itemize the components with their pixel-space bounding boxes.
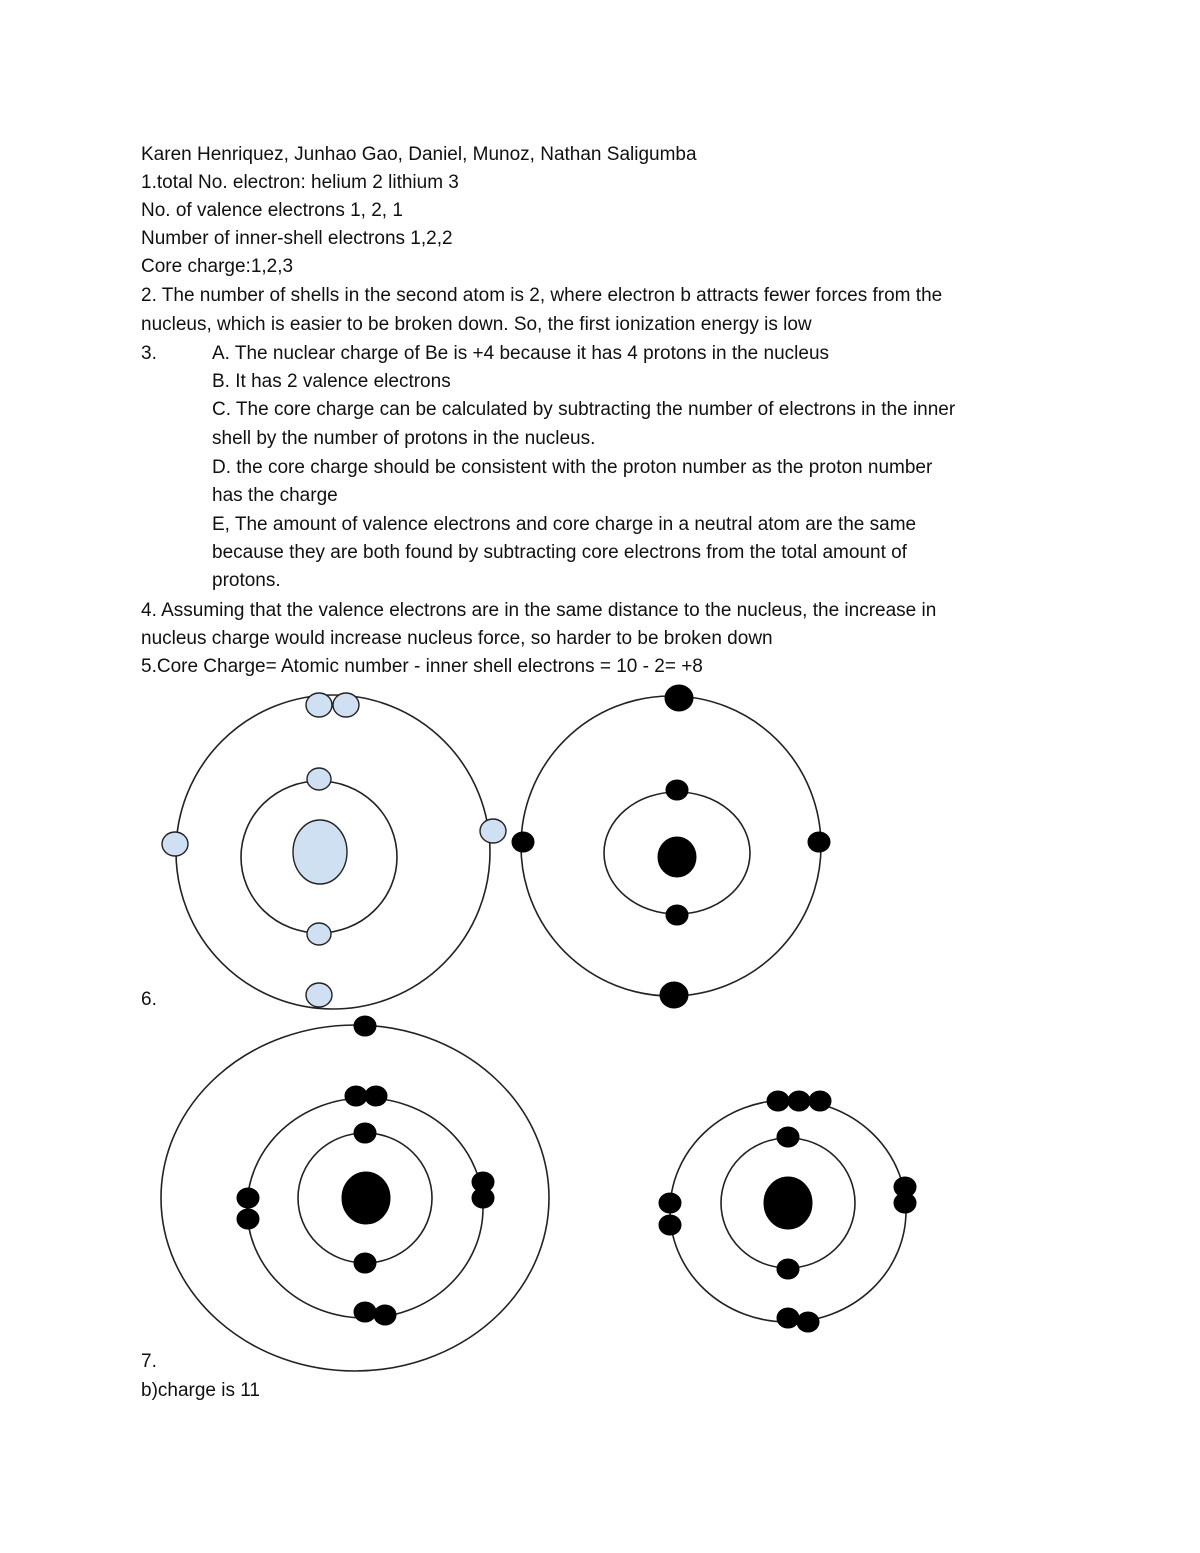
q1-inner-shell-electrons: Number of inner-shell electrons 1,2,2 (141, 228, 453, 249)
electron (354, 1302, 376, 1322)
electron (767, 1091, 789, 1111)
q3-part-b: B. It has 2 valence electrons (212, 371, 451, 392)
q3-part-e-line-3: protons. (212, 570, 281, 591)
electron (666, 780, 688, 800)
nucleus (764, 1177, 812, 1229)
q3-part-d-line-2: has the charge (212, 485, 338, 506)
authors-line: Karen Henriquez, Junhao Gao, Daniel, Munoz, Nathan Saligumba (141, 144, 697, 165)
electron (777, 1308, 799, 1328)
electron (237, 1188, 259, 1208)
electron (162, 832, 188, 856)
electron (354, 1253, 376, 1273)
q1-total-electrons: 1.total No. electron: helium 2 lithium 3 (141, 172, 459, 193)
electron (472, 1188, 494, 1208)
atom-diagram-two-shell (659, 1091, 916, 1332)
electron (306, 983, 332, 1007)
electron (306, 693, 332, 717)
electron (894, 1193, 916, 1213)
atom-diagram-black (512, 685, 830, 1008)
atom-diagram-blue (162, 693, 506, 1009)
electron (660, 982, 688, 1008)
q2-line-2: nucleus, which is easier to be broken down. So, the first ionization energy is low (141, 314, 812, 335)
electron (237, 1209, 259, 1229)
electron (512, 832, 534, 852)
q7-label: 7. (141, 1351, 157, 1372)
electron (307, 768, 331, 790)
atom-diagram-three-shell (161, 1016, 549, 1371)
q4-line-2: nucleus charge would increase nucleus force, so harder to be broken down (141, 628, 773, 649)
nucleus (342, 1172, 390, 1224)
q6-label: 6. (141, 989, 157, 1010)
q7b-answer: b)charge is 11 (141, 1380, 260, 1401)
electron (665, 685, 693, 711)
electron (797, 1312, 819, 1332)
q3-part-a: A. The nuclear charge of Be is +4 because it has 4 protons in the nucleus (212, 343, 830, 364)
electron (345, 1086, 367, 1106)
q3-number: 3. (141, 343, 157, 364)
electron (659, 1193, 681, 1213)
electron (809, 1091, 831, 1111)
electron (777, 1127, 799, 1147)
electron (354, 1016, 376, 1036)
q1-core-charge: Core charge:1,2,3 (141, 256, 294, 277)
electron (808, 832, 830, 852)
nucleus (293, 820, 347, 884)
q3-part-d-line-1: D. the core charge should be consistent with the proton number as the proton number (212, 457, 933, 478)
q5-core-charge: 5.Core Charge= Atomic number - inner shell electrons = 10 - 2= +8 (141, 656, 703, 677)
q3-part-e-line-1: E, The amount of valence electrons and core charge in a neutral atom are the same (212, 514, 917, 535)
electron (659, 1215, 681, 1235)
q3-part-c-line-1: C. The core charge can be calculated by subtracting the number of electrons in the inner (212, 399, 956, 420)
electron (365, 1086, 387, 1106)
electron (354, 1123, 376, 1143)
electron (480, 819, 506, 843)
electron (307, 923, 331, 945)
nucleus (658, 837, 696, 877)
q3-part-c-line-2: shell by the number of protons in the nucleus. (212, 428, 596, 449)
electron (333, 693, 359, 717)
electron (666, 905, 688, 925)
electron (374, 1305, 396, 1325)
electron (788, 1091, 810, 1111)
q4-line-1: 4. Assuming that the valence electrons are in the same distance to the nucleus, the increase in (141, 600, 937, 621)
electron (777, 1259, 799, 1279)
q3-part-e-line-2: because they are both found by subtracting core electrons from the total amount of (212, 542, 907, 563)
q2-line-1: 2. The number of shells in the second atom is 2, where electron b attracts fewer forces from the (141, 285, 943, 306)
q1-valence-electrons: No. of valence electrons 1, 2, 1 (141, 200, 403, 221)
